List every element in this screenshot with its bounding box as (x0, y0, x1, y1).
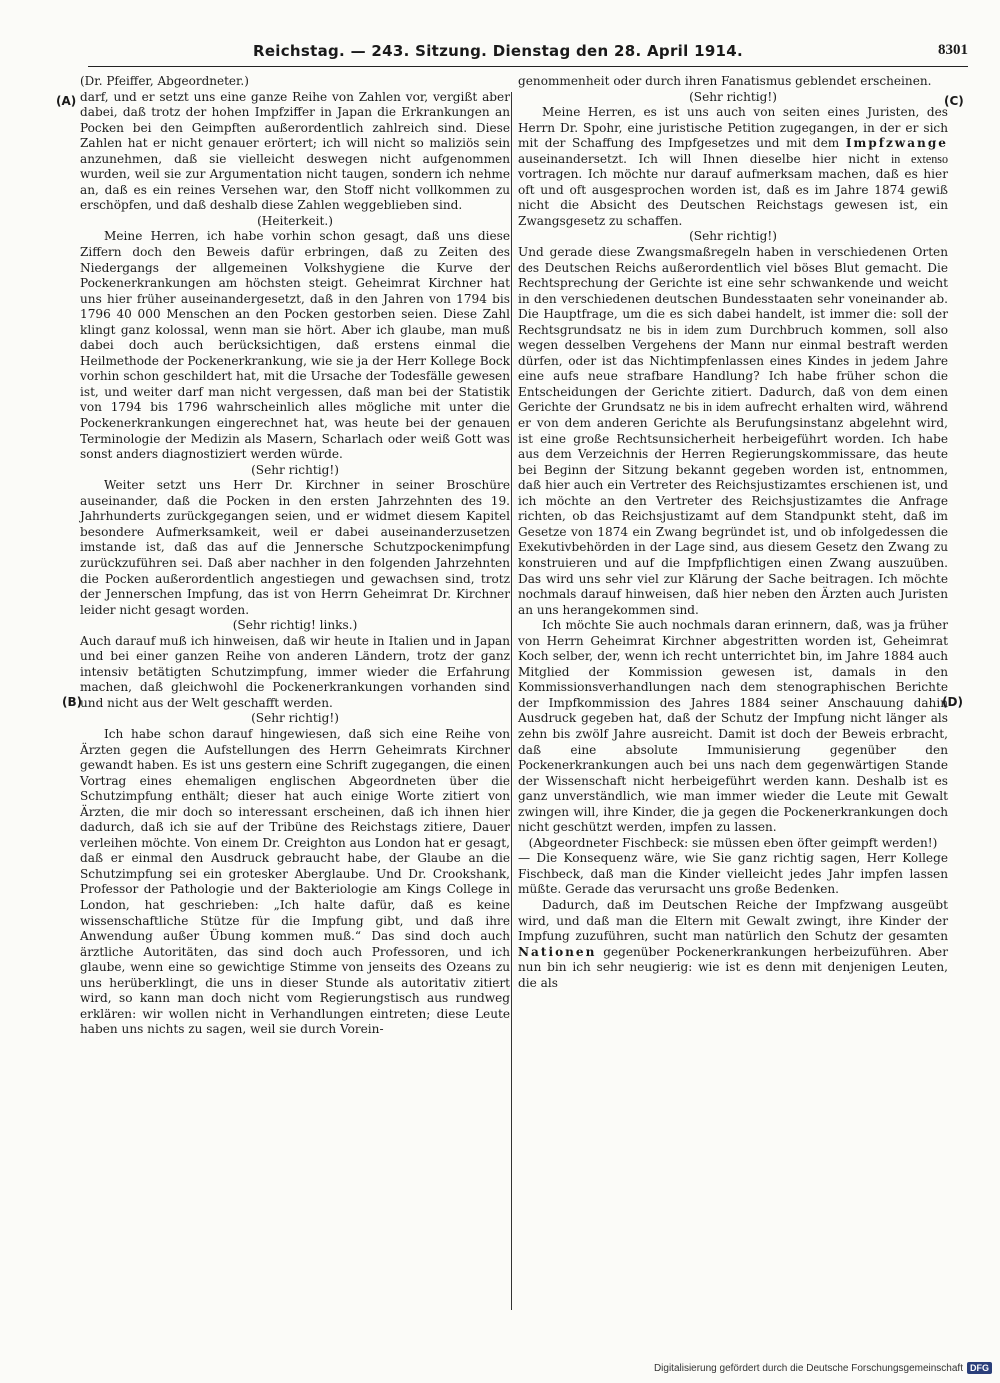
latin-phrase: ne bis in idem (669, 400, 741, 415)
right-column (518, 74, 948, 991)
text-run: gegenüber Pockenerkrankungen herbeizuführen. Aber nun bin ich sehr neugierig: wie ist es denn mit denjenigen Leuten, die als (518, 944, 948, 990)
paragraph: — Die Konsequenz wäre, wie Sie ganz richtig sagen, Herr Kollege Fischbeck, daß man die Kinder vielleicht jedes Jahr impfen lassen müßte. Gerade das verursacht uns große Bedenken. (518, 851, 948, 897)
interjection: (Sehr richtig! links.) (232, 618, 358, 633)
paragraph: Ich möchte Sie auch nochmals daran erinnern, daß, was ja früher von Herrn Geheimrat Kirchner abgestritten worden ist, Geheimrat Koch selber, der, wenn ich recht unterrichtet bin, im Jahre 1884 auch Mitglied der Kommission gewesen ist, damals in den Kommissionsverhandlungen nach dem stenographischen Berichte der Impfkommission des Jahres 1884 seiner Anschauung dahin Ausdruck gegeben hat, daß der Schutz der Impfung nicht länger als zehn bis zwölf Jahre ausreicht. Damit ist doch der Beweis erbracht, daß eine absolute Immunisierung gegenüber den Pockenerkrankungen auch bei uns nach dem gegenwärtigen Stande der Wissenschaft nicht herbeigeführt werden kann. Deshalb ist es ganz unverständlich, wie man immer wieder die Leute mit Gewalt zwingen will, ihre Kinder, die ja gegen die Pockenerkrankungen doch nicht geschützt werden, impfen zu lassen. (518, 618, 948, 835)
text-run: auseinandersetzt. Ich will Ihnen dieselbe hier nicht (518, 151, 891, 166)
column-divider (511, 92, 512, 1310)
margin-marker-a: (A) (56, 94, 77, 108)
text-run: Dadurch, daß im Deutschen Reiche der Impfzwang ausgeübt wird, und daß man die Eltern mit Gewalt zwingt, ihre Kinder der Impfung zuzuführen, sucht man natürlich den Schutz der gesamten (518, 897, 948, 944)
footer-credit: Digitalisierung gefördert durch die Deutsche Forschungsgemeinschaft (653, 1362, 963, 1374)
paragraph: darf, und er setzt uns eine ganze Reihe von Zahlen vor, vergißt aber dabei, daß trotz der hohen Impfziffer in Japan die Erkrankungen an Pocken bei den Geimpften außerordentlich zahlreich sind. Diese Zahlen hat er nicht genauer erörtert; ich will nicht so maliziös sein anzunehmen, daß sie vielleicht deswegen nicht aufgenommen wurden, weil sie zur Argumentation nicht taugen, sondern ich nehme an, daß es ein reines Versehen war, den Stoff nicht vollkommen zu erschöpfen, und daß deshalb diese Zahlen weggeblieben sind. (80, 89, 510, 213)
emphasis: Nationen (518, 944, 597, 959)
paragraph (518, 898, 948, 991)
text-run: zum Durchbruch kommen, soll also wegen desselben Vergehens der Mann nur einmal bestraft werden dürfen, oder ist das Nichtimpfenlassen eines Kindes in jedem Jahre eine aufs neue strafbare Handlung? Ich habe früher schon die Entscheidungen der Gerichte zitiert. Dadurch, daß von dem einen Gerichte der Grundsatz (518, 322, 948, 415)
dfg-logo-icon: DFG (967, 1362, 992, 1374)
paragraph: Weiter setzt uns Herr Dr. Kirchner in seiner Broschüre auseinander, daß die Pocken in den ersten Jahrzehnten des 19. Jahrhunderts zurückgegangen seien, und er widmet diesem Kapitel besondere Aufmerksamkeit, weil er dabei auseinanderzusetzen imstande ist, daß das auf die Jennersche Schutzpockenimpfung zurückzuführen sei. Daß aber nachher in den folgenden Jahrzehnten die Pocken außerordentlich angestiegen und gewachsen sind, trotz der Jennerschen Impfung, das ist von Herrn Geheimrat Dr. Kirchner leider nicht gesagt worden. (80, 478, 510, 617)
text-run: aufrecht erhalten wird, während er von dem anderen Gerichte als Berufungsinstanz abgelehnt wird, ist eine große Rechtsunsicherheit herbeigeführt worden. Ich habe aus dem Verzeichnis der Herren Regierungskommissare, das heute bei Beginn der Sitzung bekannt gegeben worden ist, entnommen, daß hier auch ein Vertreter des Reichsjustizamtes erschienen ist, und ich möchte an den Vertreter des Reichsjustizamtes die Anfrage richten, ob das Reichsjustizamt auf dem Standpunkt steht, daß im Gesetze von 1874 ein Zwang begründet ist, und ob infolgedessen die Exekutivbehörden in der Lage sind, aus diesem Gesetz den Zwang zu konstruieren und auf die Impfpflichtigen einen Zwang auszuüben. Das wird uns sehr viel zur Klärung der Sache beitragen. Ich möchte nochmals darauf hinweisen, daß hier neben den Ärzten auch Juristen an uns herangekommen sind. (518, 400, 948, 617)
paragraph: genommenheit oder durch ihren Fanatismus geblendet erscheinen. (518, 74, 932, 88)
interjection: (Sehr richtig!) (251, 711, 339, 726)
margin-marker-c: (C) (944, 94, 964, 108)
interjection: (Abgeordneter Fischbeck: sie müssen eben öfter geimpft werden!) (528, 835, 938, 850)
paragraph (518, 245, 948, 618)
interjection: (Sehr richtig!) (689, 229, 777, 244)
emphasis: Impfzwange (845, 136, 948, 151)
interjection: (Sehr richtig!) (251, 462, 339, 477)
paragraph: Auch darauf muß ich hinweisen, daß wir heute in Italien und in Japan und bei einer ganzen Reihe von anderen Ländern, trotz der ganz intensiv betätigten Schutzimpfung, immer wieder die Erfahrung machen, daß gleichwohl die Pockenerkrankungen vorhanden sind und nicht aus der Welt geschafft werden. (80, 633, 510, 710)
page-header (88, 42, 968, 68)
margin-marker-d: (D) (942, 695, 963, 709)
paragraph: Ich habe schon darauf hingewiesen, daß sich eine Reihe von Ärzten gegen die Aufstellungen des Herrn Geheimrats Kirchner gewandt haben. Es ist uns gestern eine Schrift zugegangen, die einen Vortrag eines ehemaligen englischen Abgeordneten über die Schutzimpfung enthält; dieser hat auch einige Worte zitiert von Ärzten, die mir doch so interessant erscheinen, daß ich ihnen hier dadurch, daß ich sie auf der Tribüne des Reichstags zitiere, Dauer verleihen möchte. Von einem Dr. Creighton aus London hat er gesagt, daß er einmal den Ausdruck gebraucht habe, der Glaube an die Schutzimpfung sei ein grotesker Aberglaube. Und Dr. Crookshank, Professor der Pathologie und der Bakteriologie am Kings College in London, hat geschrieben: „Ich halte dafür, daß es keine wissenschaftliche Stütze für die Impfung gibt, und daß ihre Anwendung außer Übung kommen muß.“ Das sind doch auch ärztliche Autoritäten, das sind doch auch Professoren, und ich glaube, wenn eine so gewichtige Stimme von jenseits des Ozeans zu uns herüberklingt, die uns in dieser Stunde als autoritativ zitiert wird, so kann man doch nicht vom Regierungstisch aus rundweg erklären: wir wollen nicht in Verhandlungen eintreten; diese Leute haben uns nichts zu sagen, weil sie durch Vorein- (80, 726, 510, 1037)
header-rule (88, 66, 968, 67)
running-title: Reichstag. — 243. Sitzung. Dienstag den 28. April 1914. (252, 42, 744, 60)
footer (654, 1362, 992, 1374)
paragraph (518, 105, 948, 229)
interjection: (Sehr richtig!) (689, 89, 777, 104)
interjection: (Heiterkeit.) (257, 213, 333, 228)
text-run: vortragen. Ich möchte nur darauf aufmerksam machen, daß es hier oft und oft ausgesprochen worden ist, daß es im Jahre 1874 gewiß nicht die Absicht des Deutschen Reichstags gewesen ist, ein Zwangsgesetz zu schaffen. (518, 167, 948, 228)
page-number: 8301 (938, 42, 968, 58)
speaker-attribution: (Dr. Pfeiffer, Abgeordneter.) (80, 74, 249, 88)
paragraph: Meine Herren, ich habe vorhin schon gesagt, daß uns diese Ziffern doch den Beweis dafür erbringen, daß zu Zeiten des Niedergangs der allgemeinen Volkshygiene die Kurve der Pockenerkrankungen am höchsten steigt. Geheimrat Kirchner hat uns hier früher auseinandergesetzt, daß in den Jahren von 1794 bis 1796 40 000 Menschen an den Pocken gestorben seien. Diese Zahl klingt ganz kolossal, wenn man sie hört. Aber ich glaube, man muß dabei doch auch berücksichtigen, daß erstens einmal die Heilmethode der Pockenerkrankung, wie sie ja der Herr Kollege Bock vorhin schon geschildert hat, mit die Ursache der Todesfälle gewesen ist, und weiter darf man nicht vergessen, daß man bei der Statistik von 1794 bis 1796 wahrscheinlich alles mögliche mit unter die Pockenerkrankungen eingerechnet hat, was heute bei der genauen Terminologie der Medizin als Masern, Scharlach oder weiß Gott was sonst anders diagnostiziert werden würde. (80, 229, 510, 462)
latin-phrase: ne bis in idem (629, 322, 709, 337)
left-column (80, 74, 510, 1038)
text-run: Meine Herren, es ist uns auch von seiten eines Juristen, des Herrn Dr. Spohr, eine juristische Petition zugegangen, in der er sich mit der Schaffung des Impfgesetzes und mit dem (518, 105, 948, 151)
latin-phrase: in extenso (890, 151, 949, 166)
margin-marker-b: (B) (62, 695, 83, 709)
text-run: Und gerade diese Zwangsmaßregeln haben in verschiedenen Orten des Deutschen Reichs außerordentlich viel böses Blut gemacht. Die Rechtsprechung der Gerichte ist eine sehr schwankende und weicht in den verschiedenen deutschen Bundesstaaten sehr voneinander ab. Die Hauptfrage, um die es sich dabei handelt, ist immer die: soll der Rechtsgrundsatz (518, 245, 948, 337)
